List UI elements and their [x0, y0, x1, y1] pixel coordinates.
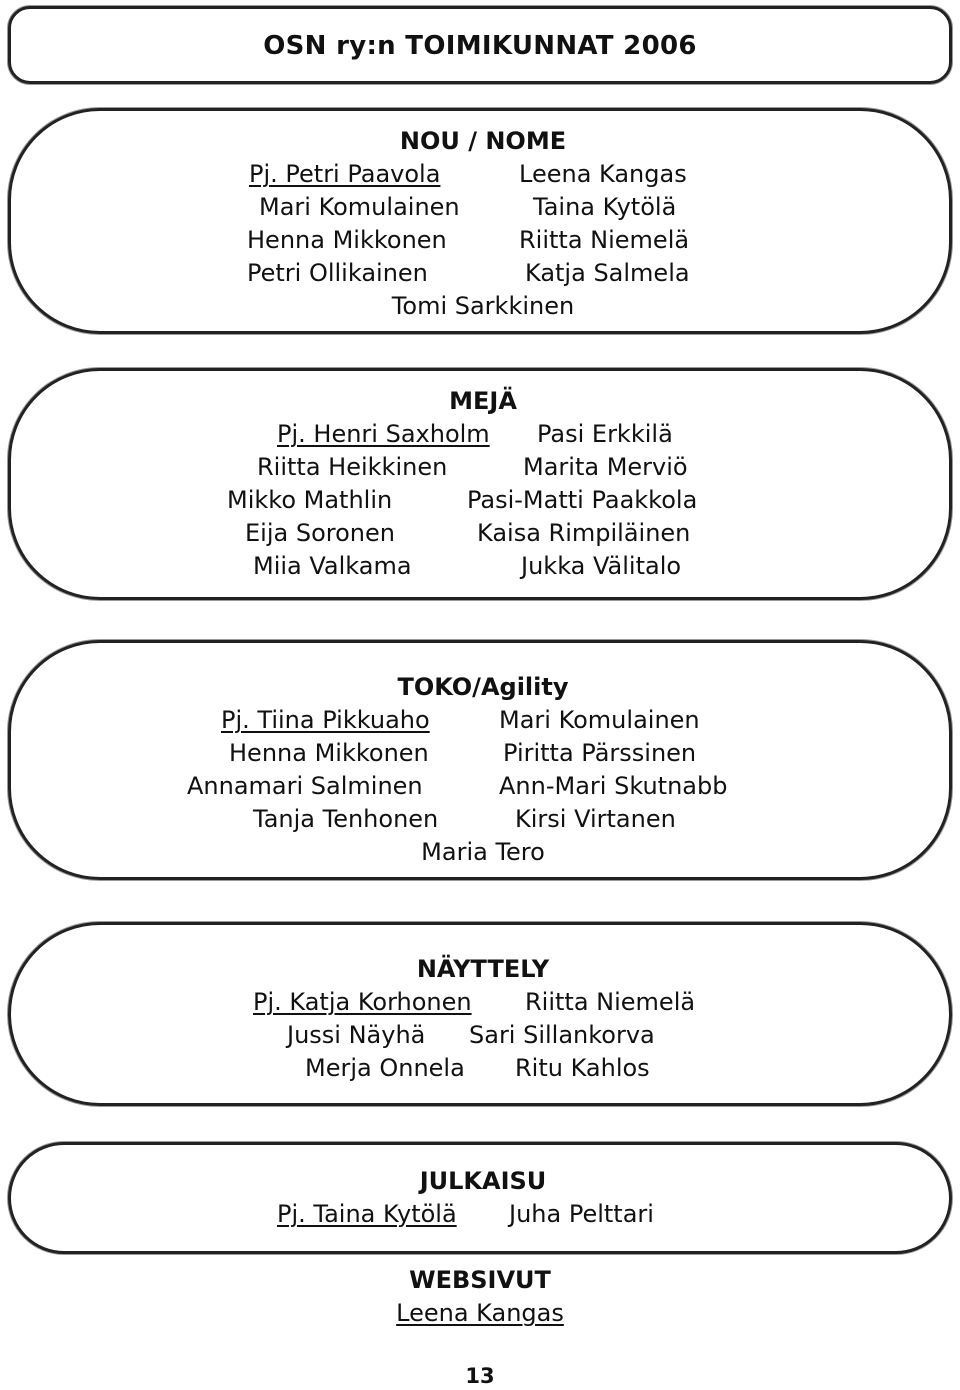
- member-name: Eija Soronen: [245, 519, 395, 547]
- chair-name: Pj. Petri Paavola: [249, 160, 441, 188]
- committee-nou-box: [8, 108, 952, 334]
- member-name: Jussi Näyhä: [287, 1021, 426, 1049]
- websivut-name-row: [0, 1297, 960, 1330]
- chair-name: Pj. Henri Saxholm: [277, 420, 490, 448]
- title-box: [8, 6, 952, 84]
- member-name: Mikko Mathlin: [227, 486, 393, 514]
- committee-heading: JULKAISU: [419, 1167, 547, 1195]
- member-name: Miia Valkama: [253, 552, 412, 580]
- member-name: Kaisa Rimpiläinen: [477, 519, 691, 547]
- committee-meja-box: [8, 368, 952, 600]
- member-name: Kirsi Virtanen: [515, 805, 676, 833]
- page-number: 13: [465, 1364, 495, 1388]
- committee-nayttely-box: [8, 922, 952, 1106]
- member-name: Pasi Erkkilä: [537, 420, 673, 448]
- member-name: Henna Mikkonen: [247, 226, 447, 254]
- member-name: Tanja Tenhonen: [253, 805, 439, 833]
- member-name: Ritu Kahlos: [515, 1054, 650, 1082]
- member-name: Petri Ollikainen: [247, 259, 428, 287]
- websivut-heading: WEBSIVUT: [409, 1266, 551, 1294]
- member-name: Tomi Sarkkinen: [391, 292, 575, 320]
- member-name: Riitta Heikkinen: [257, 453, 448, 481]
- committee-heading: NÄYTTELY: [416, 955, 550, 983]
- member-name: Jukka Välitalo: [521, 552, 682, 580]
- committee-julkaisu-box: [8, 1142, 952, 1254]
- member-name: Maria Tero: [421, 838, 545, 866]
- committee-toko-box: [8, 640, 952, 880]
- member-name: Marita Merviö: [523, 453, 688, 481]
- member-name: Juha Pelttari: [509, 1200, 654, 1228]
- member-name: Katja Salmela: [525, 259, 690, 287]
- member-name: Piritta Pärssinen: [503, 739, 697, 767]
- member-name: Henna Mikkonen: [229, 739, 429, 767]
- committee-heading: TOKO/Agility: [397, 673, 569, 701]
- member-name: Ann-Mari Skutnabb: [499, 772, 728, 800]
- chair-name: Pj. Katja Korhonen: [253, 988, 472, 1016]
- member-name: Merja Onnela: [305, 1054, 465, 1082]
- member-name: Leena Kangas: [519, 160, 687, 188]
- member-name: Sari Sillankorva: [469, 1021, 655, 1049]
- member-name: Taina Kytölä: [533, 193, 677, 221]
- page-title: OSN ry:n TOIMIKUNNAT 2006: [263, 31, 697, 61]
- member-name: Annamari Salminen: [187, 772, 423, 800]
- committee-heading: MEJÄ: [449, 387, 517, 415]
- committee-heading: NOU / NOME: [399, 127, 567, 155]
- member-name: Mari Komulainen: [499, 706, 700, 734]
- member-name: Mari Komulainen: [259, 193, 460, 221]
- member-name: Riitta Niemelä: [519, 226, 690, 254]
- member-name: Pasi-Matti Paakkola: [467, 486, 698, 514]
- chair-name: Pj. Taina Kytölä: [277, 1200, 457, 1228]
- chair-name: Pj. Tiina Pikkuaho: [221, 706, 430, 734]
- member-name: Riitta Niemelä: [525, 988, 696, 1016]
- websivut-name: Leena Kangas: [396, 1299, 564, 1327]
